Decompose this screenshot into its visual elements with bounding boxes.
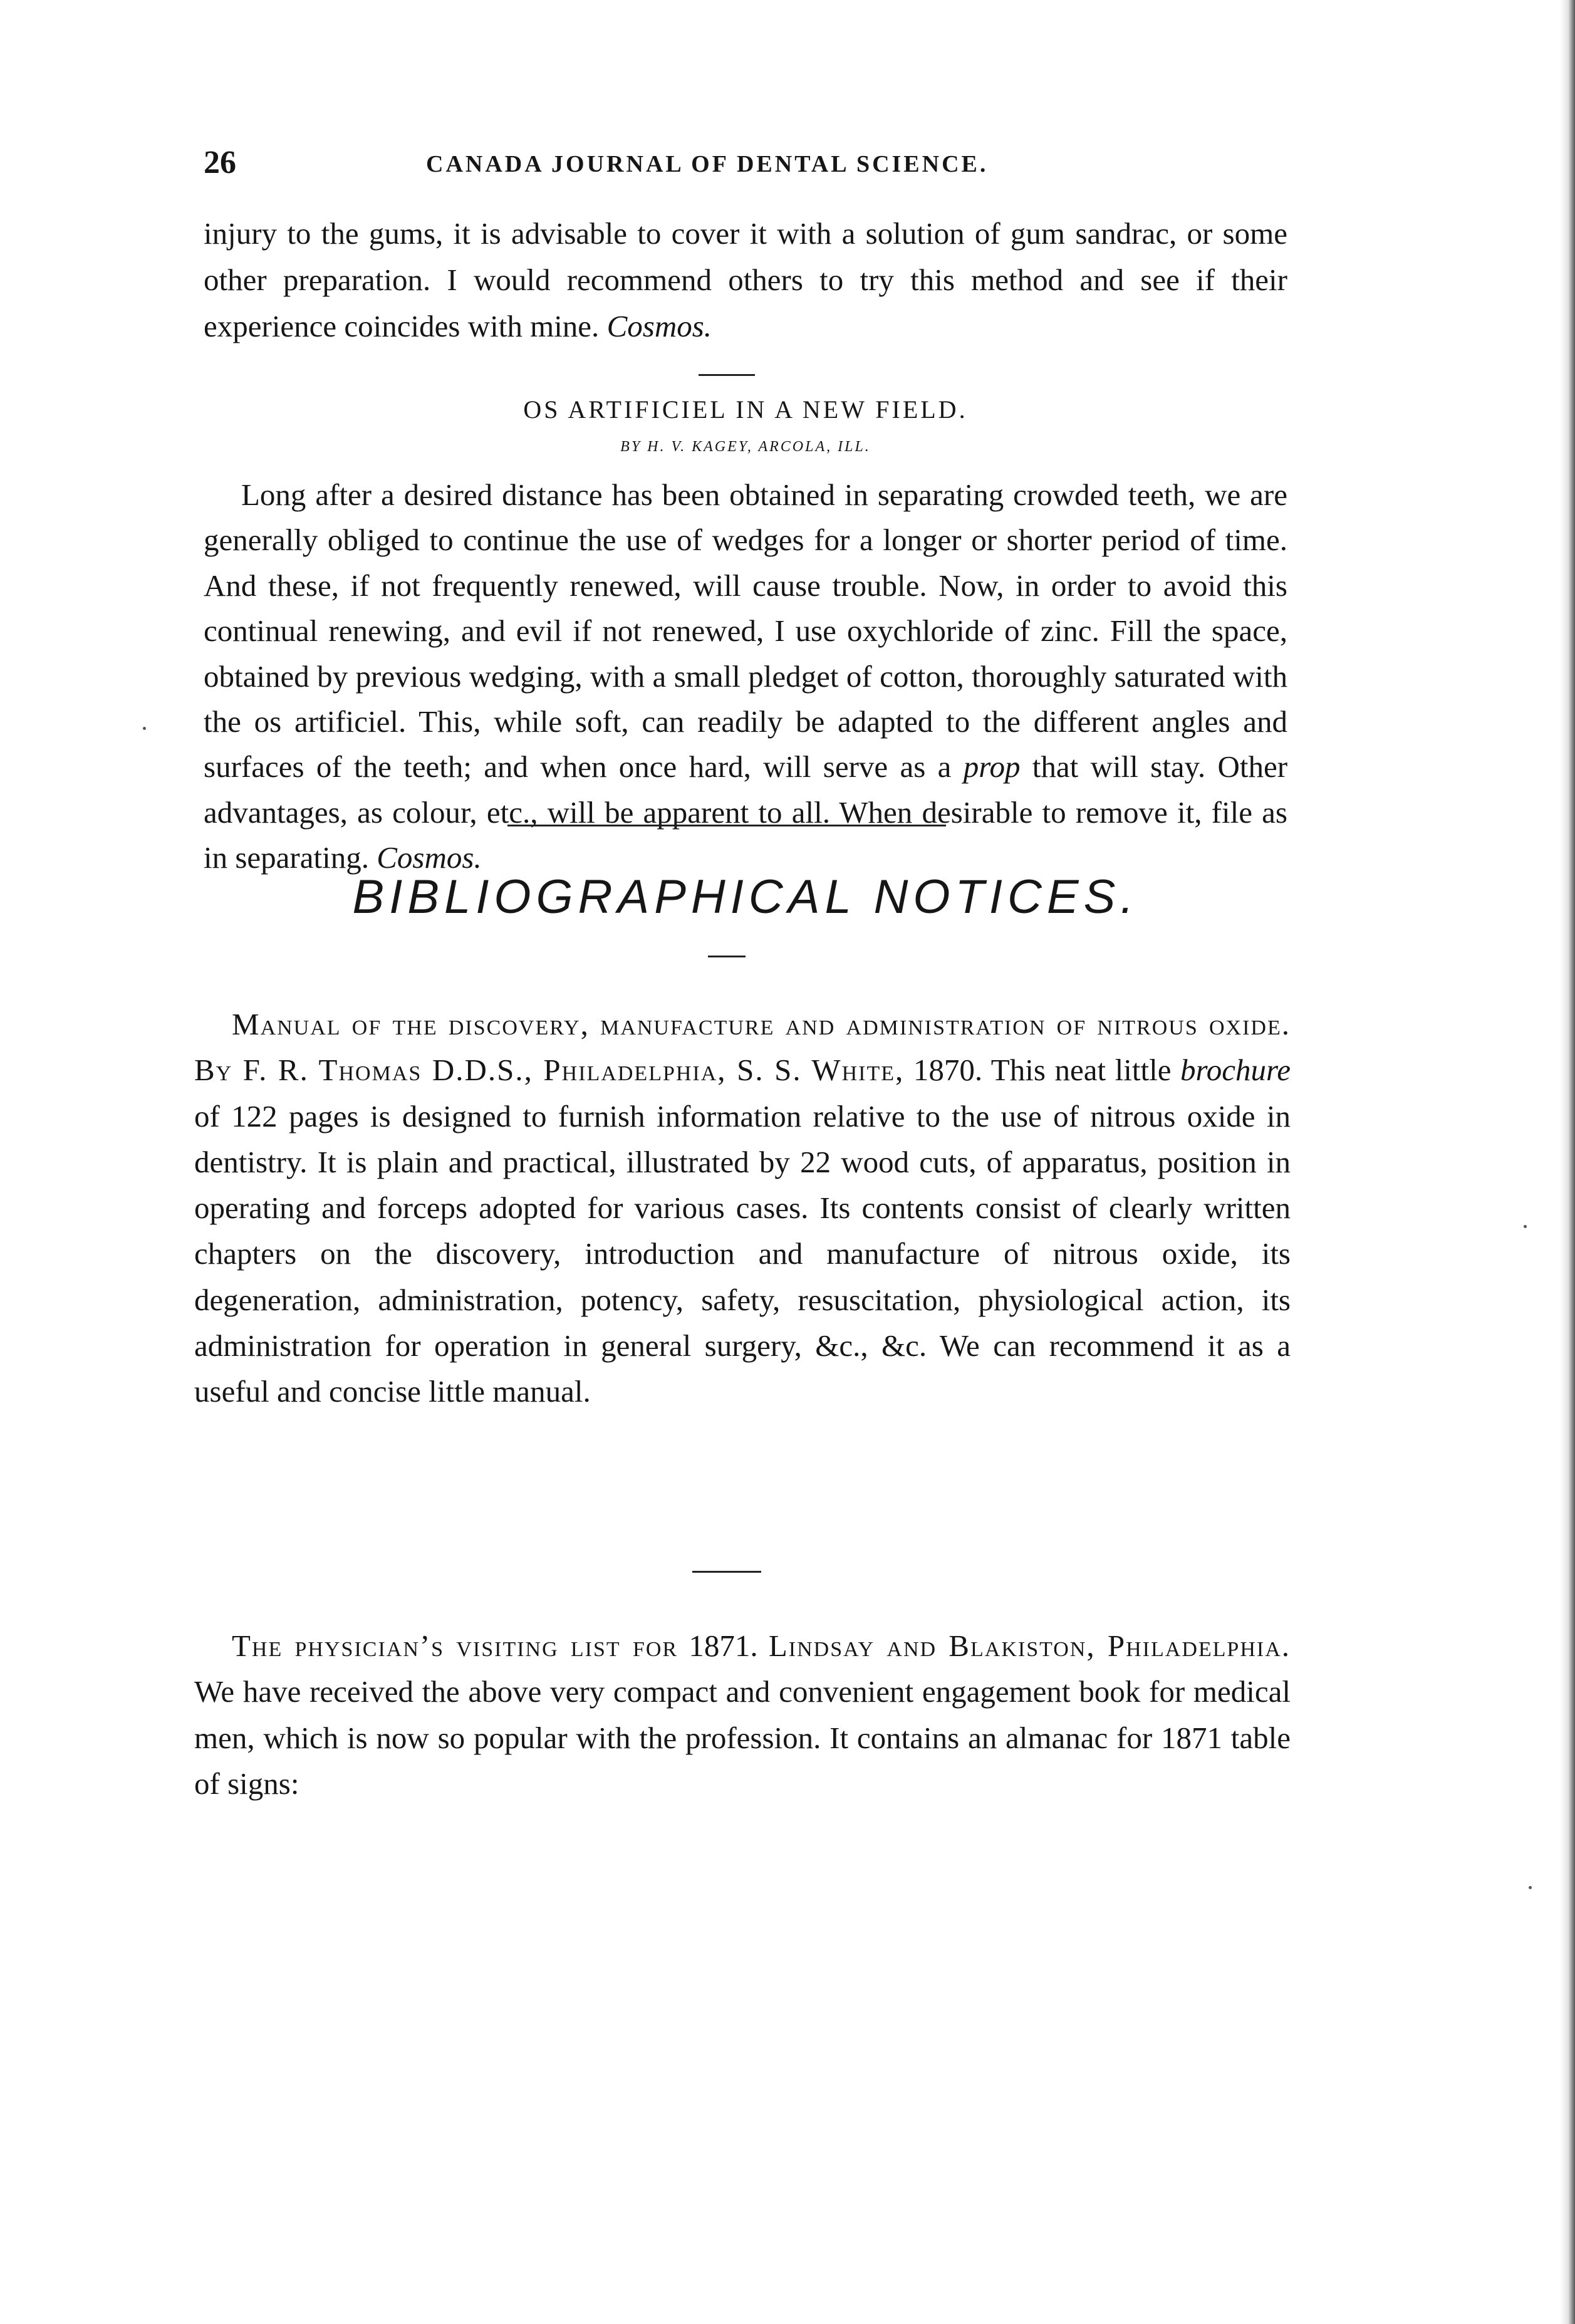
article-body <box>204 472 1287 881</box>
scan-speck <box>1529 1886 1532 1889</box>
notice-visiting-list <box>194 1623 1291 1806</box>
notice-year: 1870. <box>913 1053 983 1088</box>
article-byline: BY H. V. KAGEY, ARCOLA, ILL. <box>620 439 871 455</box>
notice-text: We have received the above very compact and convenient engagement book for medical men, which is now so popular with the profession. It contains an almanac for 1871 table of signs: <box>194 1674 1291 1801</box>
running-head: CANADA JOURNAL OF DENTAL SCIENCE. <box>426 151 989 177</box>
source-citation: Cosmos. <box>377 840 482 875</box>
notice-text-continued: of 122 pages is designed to furnish information relative to the use of nitrous oxide in dentistry. It is plain and practical, illustrated by 22 wood cuts, of apparatus, position in operating and forceps adopted for various cases. Its contents consist of clearly written chapters on the discovery, introduction and manufacture of nitrous oxide, its degeneration, administration, potency, safety, resuscitation, physiological action, its administration for operation in general surgery, &c., &c. We can recommend it as a useful and concise little manual. <box>194 1098 1291 1409</box>
notice-text: This neat little <box>990 1053 1172 1088</box>
separator-rule <box>692 1571 761 1573</box>
page-number: 26 <box>204 145 236 180</box>
separator-rule <box>708 956 746 957</box>
continued-paragraph <box>204 211 1287 350</box>
notice-title: Manual of the discovery, manufacture and administration of nitrous oxide. By F. R. Thomas D.D.S., Philadelphia, S. S. White, <box>194 1007 1291 1088</box>
page-header <box>204 144 1331 188</box>
notice-year: 1871. <box>689 1628 758 1663</box>
italic-word: prop <box>963 749 1021 784</box>
source-citation: Cosmos. <box>606 309 712 344</box>
section-heading: BIBLIOGRAPHICAL NOTICES. <box>352 870 1139 924</box>
scan-speck <box>1524 1225 1527 1228</box>
notice-publisher: Lindsay and Blakiston, Philadelphia. <box>768 1628 1291 1663</box>
notice-manual <box>194 1001 1291 1415</box>
page-edge-shadow <box>1560 0 1575 2324</box>
scan-speck <box>143 727 146 730</box>
article-body-text-continued: that will stay. Other advantages, as colour, etc., will be apparent to all. When desirable to remove it, file as in separating. <box>204 749 1288 875</box>
separator-rule <box>699 374 755 376</box>
continued-paragraph-text: injury to the gums, it is advisable to cover it with a solution of gum sandrac, or some other preparation. I would recommend others to try this method and see if their experience coincides with mine. <box>204 216 1287 344</box>
italic-word: brochure <box>1180 1053 1291 1088</box>
section-separator-rule <box>507 825 946 826</box>
article-title: OS ARTIFICIEL IN A NEW FIELD. <box>523 395 968 424</box>
article-body-text: Long after a desired distance has been obtained in separating crowded teeth, we are generally obliged to continue the use of wedges for a longer or shorter period of time. And these, if not frequently renewed, will cause trouble. Now, in order to avoid this continual renewing, and evil if not renewed, I use oxychloride of zinc. Fill the space, obtained by previous wedging, with a small pledget of cotton, thoroughly saturated with the os artificiel. This, while soft, can readily be adapted to the different angles and surfaces of the teeth; and when once hard, will serve as a <box>204 477 1287 784</box>
notice-title: The physician’s visiting list for <box>232 1628 678 1663</box>
